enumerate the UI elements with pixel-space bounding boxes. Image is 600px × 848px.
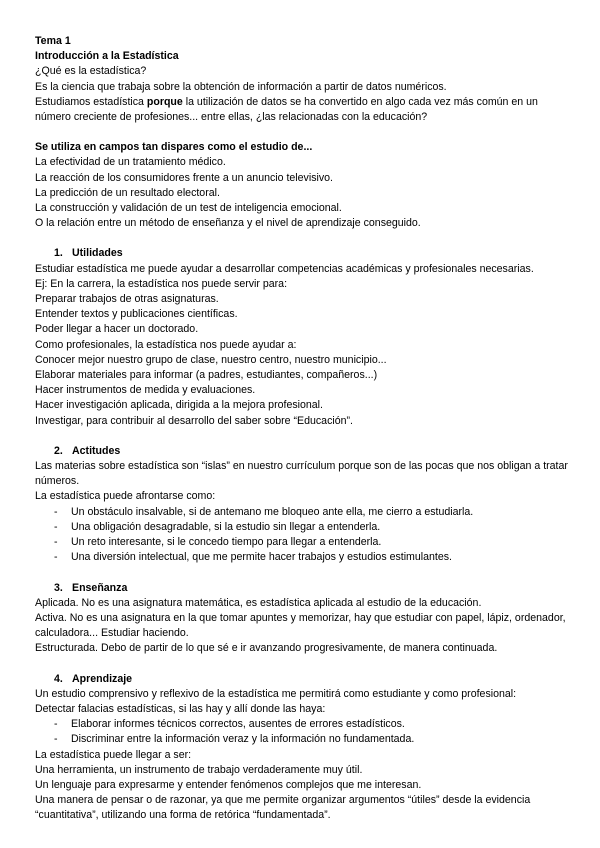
list-item-text: Una obligación desagradable, si la estudio sin llegar a entenderla. [71,520,381,533]
document-page [35,34,570,824]
list-item-text: Un obstáculo insalvable, si de antemano me bloqueo ante ella, me cierro a estudiarla. [71,505,474,518]
section-heading-ensenanza [35,581,570,596]
ensenanza-line: Estructurada. Debo de partir de lo que sé e ir avanzando progresivamente, de manera continuada. [35,642,498,655]
ensenanza-line: Aplicada. No es una asignatura matemática, es estadística aplicada al estudio de la educación. [35,596,482,609]
utilidades-line: Ej: En la carrera, la estadística nos puede servir para: [35,277,288,290]
dash-marker: - [54,505,58,518]
utilidades-line: Elaborar materiales para informar (a padres, estudiantes, compañeros...) [35,369,378,382]
list-item [35,717,570,732]
field-item: La construcción y validación de un test de inteligencia emocional. [35,202,342,215]
intro-definition: Es la ciencia que trabaja sobre la obtención de información a partir de datos numéricos. [35,80,447,93]
intro-why-bold: porque [146,95,183,108]
utilidades-line: Estudiar estadística me puede ayudar a desarrollar competencias académicas y profesionales necesarias. [35,262,534,275]
list-item [35,535,570,550]
list-item-text: Elaborar informes técnicos correctos, ausentes de errores estadísticos. [71,718,405,731]
aprendizaje-lead-2: La estadística puede llegar a ser: [35,748,192,761]
section-number: 2. [54,444,63,457]
intro-why-after: la utilización de datos se ha convertido en algo cada vez más común en un número creciente de profesiones... entre ellas, ¿las relacionadas con la educación? [35,95,538,124]
field-item: O la relación entre un método de enseñanza y el nivel de aprendizaje conseguido. [35,217,421,230]
aprendizaje-list [35,717,570,747]
field-item: La reacción de los consumidores frente a un anuncio televisivo. [35,171,333,184]
list-item-text: Un reto interesante, si le concedo tiempo para llegar a entenderla. [71,536,382,549]
section-title: Aprendizaje [72,672,133,685]
list-item [35,550,570,565]
actitudes-list [35,505,570,566]
section-number: 3. [54,581,63,594]
section-heading-aprendizaje [35,672,570,687]
aprendizaje-line: Un lenguaje para expresarme y entender fenómenos complejos que me interesan. [35,778,422,791]
utilidades-line: Conocer mejor nuestro grupo de clase, nuestro centro, nuestro municipio... [35,353,387,366]
list-item-text: Discriminar entre la información veraz y la información no fundamentada. [71,733,415,746]
intro-why-before: Estudiamos estadística [35,95,147,108]
utilidades-line: Entender textos y publicaciones científicas. [35,308,238,321]
field-item: La efectividad de un tratamiento médico. [35,156,226,169]
actitudes-lead: La estadística puede afrontarse como: [35,490,216,503]
ensenanza-line: Activa. No es una asignatura en la que tomar apuntes y memorizar, hay que estudiar con papel, lápiz, ordenador, calculadora... Estudiar haciendo. [35,611,566,640]
aprendizaje-line: Una manera de pensar o de razonar, ya que me permite organizar argumentos “útiles” desde la evidencia “cuantitativa”, utilizando una forma de retórica “fundamentada”. [35,794,531,822]
section-number: 4. [54,672,63,685]
list-item-text: Una diversión intelectual, que me permite hacer trabajos y estudios estimulantes. [71,551,452,564]
dash-marker: - [54,520,58,533]
section-title: Actitudes [72,444,121,457]
dash-marker: - [54,733,58,746]
utilidades-line: Investigar, para contribuir al desarrollo del saber sobre “Educación”. [35,414,353,427]
intro-question: ¿Qué es la estadística? [35,65,147,78]
dash-marker: - [54,536,58,549]
section-number: 1. [54,247,63,260]
section-title: Utilidades [72,247,123,260]
section-heading-actitudes [35,444,570,459]
aprendizaje-lead: Detectar falacias estadísticas, si las hay y allí donde las haya: [35,702,326,715]
utilidades-line: Hacer investigación aplicada, dirigida a la mejora profesional. [35,399,323,412]
dash-marker: - [54,718,58,731]
utilidades-line: Preparar trabajos de otras asignaturas. [35,293,219,306]
utilidades-line: Como profesionales, la estadística nos puede ayudar a: [35,338,297,351]
utilidades-line: Poder llegar a hacer un doctorado. [35,323,199,336]
list-item [35,732,570,747]
field-item: La predicción de un resultado electoral. [35,186,220,199]
actitudes-intro: Las materias sobre estadística son “islas” en nuestro currículum porque son de las pocas que nos obligan a tratar números. [35,460,568,488]
list-item [35,520,570,535]
section-heading-utilidades [35,246,570,261]
dash-marker: - [54,551,58,564]
section-title: Enseñanza [72,581,128,594]
fields-heading: Se utiliza en campos tan dispares como el estudio de... [35,141,313,154]
aprendizaje-intro: Un estudio comprensivo y reflexivo de la estadística me permitirá como estudiante y como profesional: [35,687,517,700]
topic-label: Tema 1 [35,35,71,47]
document-title: Introducción a la Estadística [35,50,179,63]
utilidades-line: Hacer instrumentos de medida y evaluaciones. [35,384,256,397]
aprendizaje-line: Una herramienta, un instrumento de trabajo verdaderamente muy útil. [35,763,363,776]
intro-why [35,95,570,125]
list-item [35,505,570,520]
